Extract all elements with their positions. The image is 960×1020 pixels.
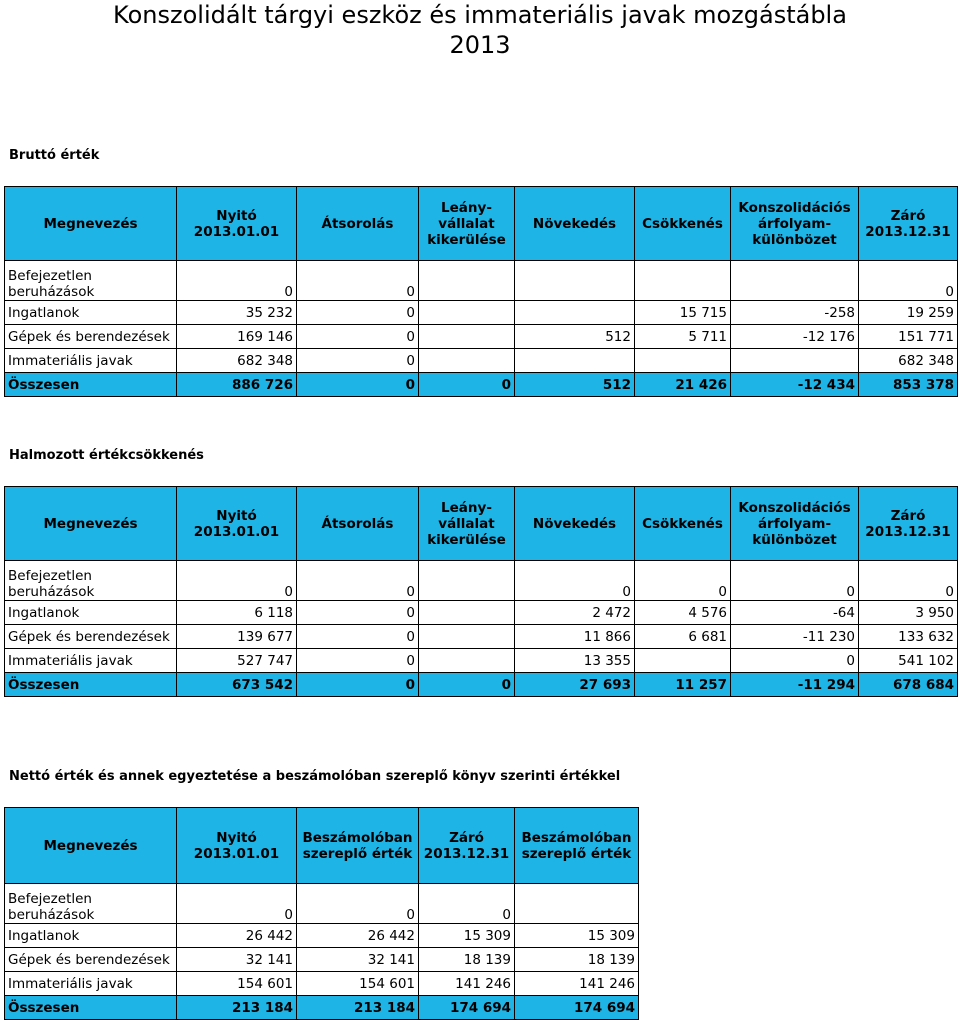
table-cell: 673 542: [177, 673, 297, 697]
table-cell: 174 694: [515, 996, 639, 1020]
row-label: Befejezetlen beruházások: [5, 261, 177, 301]
table-cell: 11 257: [635, 673, 731, 697]
table-cell: 154 601: [177, 972, 297, 996]
table-cell: 886 726: [177, 373, 297, 397]
table-cell: 5 711: [635, 325, 731, 349]
table-cell: 682 348: [177, 349, 297, 373]
table-cell: 0: [859, 561, 958, 601]
header-increase: Növekedés: [515, 187, 635, 261]
header-report-value-closing: Beszámolóban szereplő érték: [515, 808, 639, 884]
table-row: [5, 261, 958, 301]
header-reclassification: Átsorolás: [297, 487, 419, 561]
net-value-table: [4, 807, 639, 1020]
table-cell: [635, 349, 731, 373]
table-cell: 139 677: [177, 625, 297, 649]
table-row: [5, 561, 958, 601]
header-reclassification: Átsorolás: [297, 187, 419, 261]
row-label: Gépek és berendezések: [5, 325, 177, 349]
header-closing: Záró 2013.12.31: [859, 187, 958, 261]
table-cell: [731, 261, 859, 301]
table-cell: 541 102: [859, 649, 958, 673]
header-name: Megnevezés: [5, 187, 177, 261]
table-cell: 6 681: [635, 625, 731, 649]
table-cell: 32 141: [297, 948, 419, 972]
table-cell: 4 576: [635, 601, 731, 625]
row-label: Befejezetlen beruházások: [5, 884, 177, 924]
table-cell: [515, 261, 635, 301]
section-net-label: Nettó érték és annek egyeztetése a beszámolóban szereplő könyv szerinti értékkel: [9, 769, 621, 784]
row-label: Összesen: [5, 996, 177, 1020]
table-cell: 3 950: [859, 601, 958, 625]
page-year: 2013: [449, 31, 511, 59]
table-cell: 154 601: [297, 972, 419, 996]
table-cell: 682 348: [859, 349, 958, 373]
table-cell: 0: [297, 301, 419, 325]
row-label: Összesen: [5, 373, 177, 397]
total-row: [5, 373, 958, 397]
header-subsidiary-exit: Leány-vállalat kikerülése: [419, 487, 515, 561]
table-cell: 0: [177, 884, 297, 924]
table-row: [5, 972, 639, 996]
table-cell: 15 309: [515, 924, 639, 948]
section-depreciation-label: Halmozott értékcsökkenés: [9, 448, 204, 463]
table-cell: 0: [297, 673, 419, 697]
header-subsidiary-exit: Leány-vállalat kikerülése: [419, 187, 515, 261]
table-cell: 141 246: [419, 972, 515, 996]
table-row: [5, 924, 639, 948]
table-cell: [419, 649, 515, 673]
table-row: [5, 625, 958, 649]
table-cell: 26 442: [297, 924, 419, 948]
table-cell: 35 232: [177, 301, 297, 325]
table-cell: 18 139: [515, 948, 639, 972]
table-cell: 0: [297, 349, 419, 373]
header-decrease: Csökkenés: [635, 187, 731, 261]
table-cell: 27 693: [515, 673, 635, 697]
gross-value-table: [4, 186, 958, 397]
table-cell: 0: [297, 884, 419, 924]
table-cell: 0: [859, 261, 958, 301]
header-opening: Nyitó 2013.01.01: [177, 487, 297, 561]
header-increase: Növekedés: [515, 487, 635, 561]
table-cell: -64: [731, 601, 859, 625]
row-label: Befejezetlen beruházások: [5, 561, 177, 601]
depreciation-table: [4, 486, 958, 697]
table-cell: 18 139: [419, 948, 515, 972]
table-cell: 0: [297, 261, 419, 301]
header-fx-difference: Konszolidációs árfolyam-különbözet: [731, 487, 859, 561]
table-cell: 0: [419, 673, 515, 697]
table-cell: 151 771: [859, 325, 958, 349]
table-cell: [419, 301, 515, 325]
table-row: [5, 948, 639, 972]
table-cell: -258: [731, 301, 859, 325]
row-label: Immateriális javak: [5, 972, 177, 996]
table-cell: 853 378: [859, 373, 958, 397]
row-label: Gépek és berendezések: [5, 625, 177, 649]
table-cell: [419, 625, 515, 649]
table-cell: 174 694: [419, 996, 515, 1020]
table-cell: 678 684: [859, 673, 958, 697]
row-label: Gépek és berendezések: [5, 948, 177, 972]
table-cell: [515, 301, 635, 325]
header-name: Megnevezés: [5, 808, 177, 884]
table-cell: 141 246: [515, 972, 639, 996]
total-row: [5, 673, 958, 697]
table-cell: 0: [297, 625, 419, 649]
header-decrease: Csökkenés: [635, 487, 731, 561]
header-opening: Nyitó 2013.01.01: [177, 808, 297, 884]
table-cell: 0: [177, 261, 297, 301]
row-label: Ingatlanok: [5, 924, 177, 948]
table-row: [5, 649, 958, 673]
table-cell: [515, 349, 635, 373]
table-cell: 11 866: [515, 625, 635, 649]
table-row: [5, 601, 958, 625]
table-cell: 527 747: [177, 649, 297, 673]
table-cell: [419, 561, 515, 601]
table-cell: -12 434: [731, 373, 859, 397]
table-cell: [731, 349, 859, 373]
table-cell: 0: [731, 649, 859, 673]
header-name: Megnevezés: [5, 487, 177, 561]
table-cell: 21 426: [635, 373, 731, 397]
header-opening: Nyitó 2013.01.01: [177, 187, 297, 261]
header-closing: Záró 2013.12.31: [859, 487, 958, 561]
table-cell: 0: [297, 561, 419, 601]
table-cell: [515, 884, 639, 924]
table-cell: 0: [419, 884, 515, 924]
total-row: [5, 996, 639, 1020]
table-cell: 26 442: [177, 924, 297, 948]
table-cell: [419, 325, 515, 349]
table-cell: 133 632: [859, 625, 958, 649]
table-row: [5, 301, 958, 325]
page-title: Konszolidált tárgyi eszköz és immateriális javak mozgástábla: [113, 1, 847, 29]
table-cell: [419, 601, 515, 625]
row-label: Immateriális javak: [5, 649, 177, 673]
header-fx-difference: Konszolidációs árfolyam-különbözet: [731, 187, 859, 261]
table-cell: [419, 349, 515, 373]
header-report-value-opening: Beszámolóban szereplő érték: [297, 808, 419, 884]
table-cell: 0: [515, 561, 635, 601]
table-cell: 15 715: [635, 301, 731, 325]
section-gross-label: Bruttó érték: [9, 148, 100, 163]
table-cell: 0: [177, 561, 297, 601]
table-cell: 0: [297, 601, 419, 625]
table-cell: [419, 261, 515, 301]
table-cell: 0: [297, 325, 419, 349]
table-cell: [635, 649, 731, 673]
table-cell: 213 184: [177, 996, 297, 1020]
table-row: [5, 349, 958, 373]
table-cell: 6 118: [177, 601, 297, 625]
table-cell: 512: [515, 373, 635, 397]
row-label: Ingatlanok: [5, 301, 177, 325]
table-cell: 13 355: [515, 649, 635, 673]
row-label: Immateriális javak: [5, 349, 177, 373]
table-cell: 2 472: [515, 601, 635, 625]
table-cell: 0: [297, 649, 419, 673]
table-cell: -12 176: [731, 325, 859, 349]
row-label: Összesen: [5, 673, 177, 697]
table-cell: 0: [419, 373, 515, 397]
table-cell: 0: [731, 561, 859, 601]
table-cell: 512: [515, 325, 635, 349]
table-cell: 0: [635, 561, 731, 601]
row-label: Ingatlanok: [5, 601, 177, 625]
table-cell: 15 309: [419, 924, 515, 948]
table-cell: 0: [297, 373, 419, 397]
table-row: [5, 325, 958, 349]
header-closing: Záró 2013.12.31: [419, 808, 515, 884]
table-cell: [635, 261, 731, 301]
table-cell: 169 146: [177, 325, 297, 349]
table-cell: 213 184: [297, 996, 419, 1020]
table-cell: -11 294: [731, 673, 859, 697]
table-row: [5, 884, 639, 924]
table-cell: -11 230: [731, 625, 859, 649]
table-cell: 19 259: [859, 301, 958, 325]
table-cell: 32 141: [177, 948, 297, 972]
